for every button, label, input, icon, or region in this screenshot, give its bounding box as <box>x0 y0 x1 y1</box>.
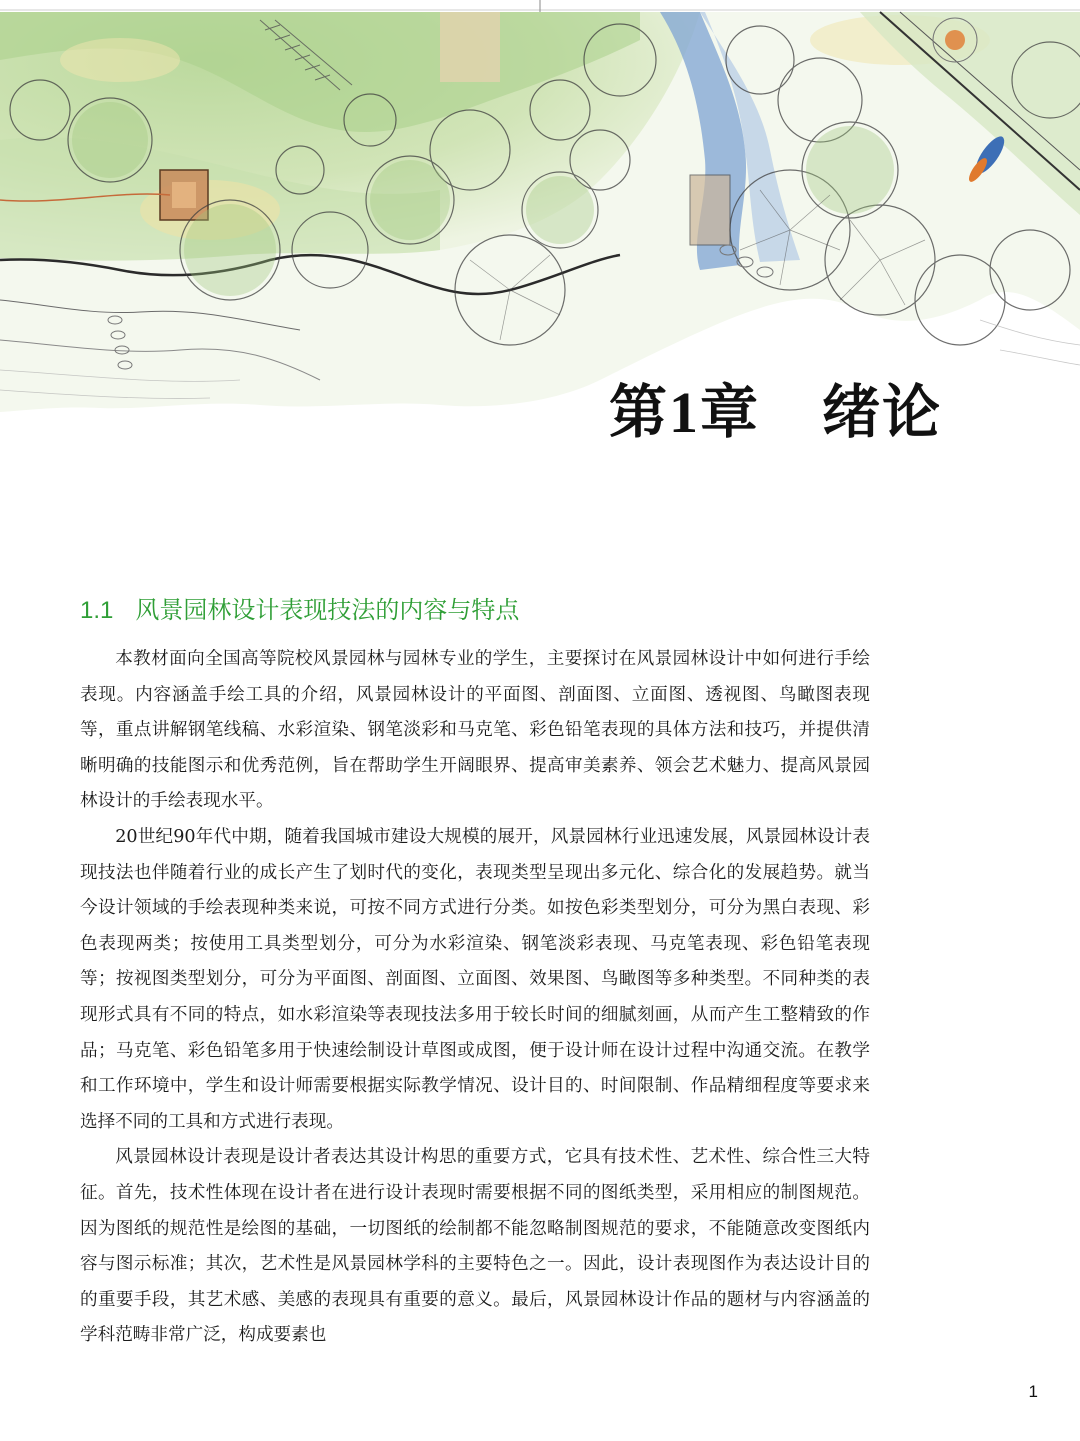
chapter-prefix: 第 <box>608 378 669 446</box>
paragraph: 本教材面向全国高等院校风景园林与园林专业的学生，主要探讨在风景园林设计中如何进行手绘表现。内容涵盖手绘工具的介绍，风景园林设计的平面图、剖面图、立面图、透视图、鸟瞰图表现等，重点讲解钢笔线稿、水彩渲染、钢笔淡彩和马克笔、彩色铅笔表现的具体方法和技巧，并提供清晰明确的技能图示和优秀范例，旨在帮助学生开阔眼界、提高审美素养、领会艺术魅力、提高风景园林设计的手绘表现水平。 <box>80 649 870 812</box>
section-heading <box>80 590 519 625</box>
chapter-number: 1 <box>668 380 700 445</box>
paragraph: 风景园林设计表现是设计者表达其设计构思的重要方式，它具有技术性、艺术性、综合性三大特征。首先，技术性体现在设计者在进行设计表现时需要根据不同的图纸类型，采用相应的制图规范。因为图纸的规范性是绘图的基础，一切图纸的绘制都不能忽略制图规范的要求，不能随意改变图纸内容与图示标准；其次，艺术性是风景园林学科的主要特色之一。因此，设计表现图作为表达设计目的的重要手段，其艺术感、美感的表现具有重要的意义。最后，风景园林设计作品的题材与内容涵盖的学科范畴非常广泛，构成要素也 <box>80 1147 870 1346</box>
chapter-name: 绪论 <box>821 378 942 446</box>
paragraph: 20世纪90年代中期，随着我国城市建设大规模的展开，风景园林行业迅速发展，风景园林设计表现技法也伴随着行业的成长产生了划时代的变化，表现类型呈现出多元化、综合化的发展趋势。就当今设计领域的手绘表现种类来说，可按不同方式进行分类。如按色彩类型划分，可分为黑白表现、彩色表现两类；按使用工具类型划分，可分为水彩渲染、钢笔淡彩表现、马克笔表现、彩色铅笔表现等；按视图类型划分，可分为平面图、剖面图、立面图、效果图、鸟瞰图等多种类型。不同种类的表现形式具有不同的特点，如水彩渲染等表现技法多用于较长时间的细腻刻画，从而产生工整精致的作品；马克笔、彩色铅笔多用于快速绘制设计草图或成图，便于设计师在设计过程中沟通交流。在教学和工作环境中，学生和设计师需要根据实际教学情况、设计目的、时间限制、作品精细程度等要求来选择不同的工具和方式进行表现。 <box>80 826 870 1132</box>
section-number: 1.1 <box>80 597 114 624</box>
page-number: 1 <box>1028 1382 1038 1401</box>
body-text <box>80 642 870 1354</box>
chapter-title <box>609 365 942 449</box>
section-title: 风景园林设计表现技法的内容与特点 <box>135 596 520 624</box>
chapter-suffix: 章 <box>699 378 760 446</box>
